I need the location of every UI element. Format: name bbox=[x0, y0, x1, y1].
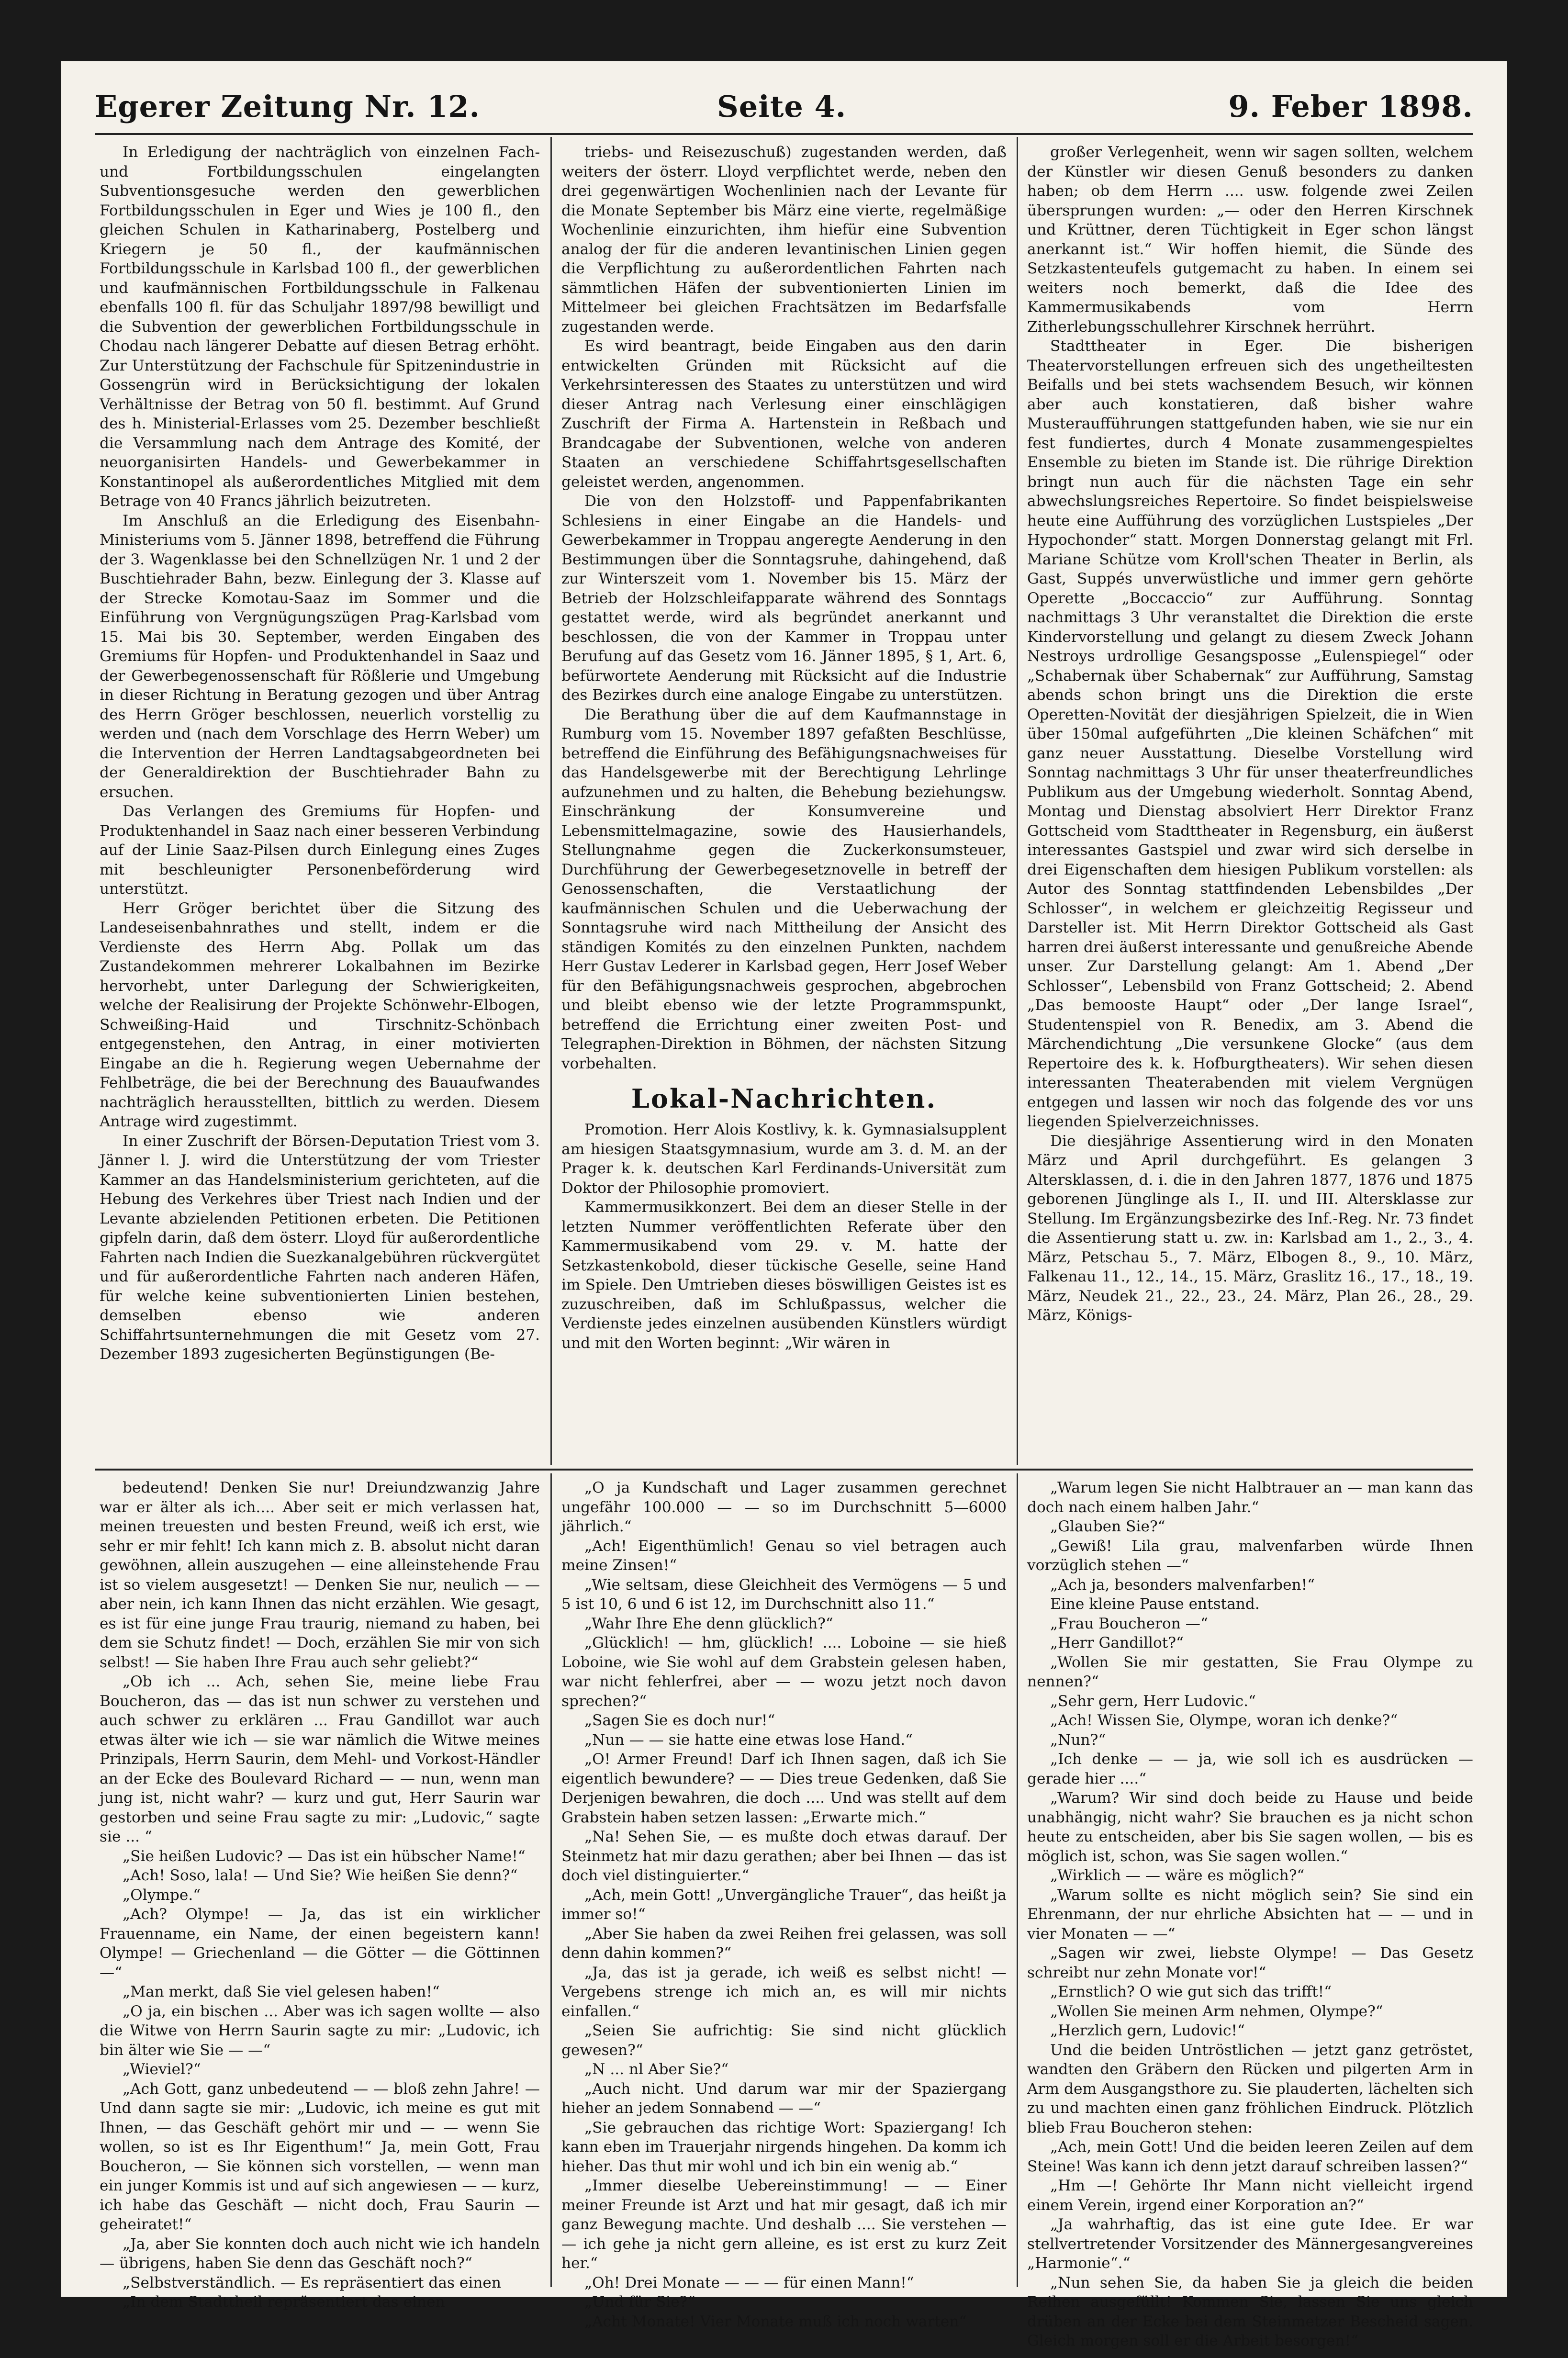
dialogue-line: „Acht Monate! Vier Monate muß ich noch warten“ bbox=[584, 2313, 967, 2330]
dialogue-line: „Glauben Sie?“ bbox=[1050, 1518, 1165, 1535]
dialogue-line: „Ja wahrhaftig, das ist eine gute Idee. Er war stellvertretender Vorsitzender des Männergesangvereines „Harmonie“.“ bbox=[1027, 2216, 1473, 2272]
dialogue-line: „Herr Gandillot?“ bbox=[1050, 1634, 1184, 1651]
feuilleton-divider bbox=[95, 1469, 1473, 1471]
paragraph: Das Verlangen des Gremiums für Hopfen- und Produktenhandel in Saaz nach einer besseren Verbindung auf der Linie Saaz-Pilsen durch Einlegung eines Zuges mit beschleunigter Personenbeförderung wird unterstützt. bbox=[100, 803, 540, 898]
dialogue-line: „Ja, aber Sie konnten doch auch nicht wie ich handeln — übrigens, haben Sie denn das Geschäft noch?“ bbox=[100, 2235, 540, 2272]
paragraph: großer Verlegenheit, wenn wir sagen sollten, welchem der Künstler wir diesen Genuß besonders zu danken haben; ob dem Herrn .... usw. folgende zwei Zeilen übersprungen wurden: „— oder den Herren Kirschnek und Krüttner, deren Tüchtigkeit in Eger schon längst anerkannt ist.“ Wir hoffen hiemit, die Sünde des Setzkastenteufels gutgemacht zu haben. In einem sei weiters noch bemerkt, daß die Idee des Kammermusikabends vom Herrn Zitherlebungsschullehrer Kirschnek herrührt. bbox=[1027, 144, 1473, 336]
dialogue-line: „O ja, ein bischen ... Aber was ich sagen wollte — also die Witwe von Herrn Saurin sagte zu mir: „Ludovic, ich bin älter wie Sie — —“ bbox=[100, 2002, 540, 2059]
dialogue-line: „Sagen wir zwei, liebste Olympe! — Das Gesetz schreibt nur zehn Monate vor!“ bbox=[1027, 1944, 1473, 1981]
header-page-number: Seite 4. bbox=[717, 89, 847, 124]
dialogue-line: „Und für Sie?“ bbox=[584, 2293, 695, 2311]
dialogue-line: „Ach Gott, ganz unbedeutend — — bloß zehn Jahre! — Und dann sagte sie mir: „Ludovic, ich meine es gut mit Ihnen, — das Geschäft gehört mir und — — wenn Sie wollen, so ist es Ihr Eigenthum!“ Ja, mein Gott, Frau Boucheron, — Sie können sich vorstellen, — wenn man ein junger Kommis ist und auf sich angewiesen — — kurz, ich habe das Geschäft — nicht doch, Frau Saurin — geheiratet!“ bbox=[100, 2080, 540, 2233]
dialogue-line: „Warum legen Sie nicht Halbtrauer an — man kann das doch nach einem halben Jahr.“ bbox=[1027, 1479, 1473, 1516]
header-date: 9. Feber 1898. bbox=[1228, 89, 1473, 124]
dialogue-line: „Wollen Sie mir gestatten, Sie Frau Olympe zu nennen?“ bbox=[1027, 1653, 1473, 1690]
feuilleton-column-2 bbox=[561, 1478, 1007, 2330]
dialogue-line: „Immer dieselbe Uebereinstimmung! — — Einer meiner Freunde ist Arzt und hat mir gesagt, daß ich mir ganz Bewegung machte. Und deshalb .... Sie verstehen — — ich gehe ja nicht gern alleine, es ist erst zu kurz Zeit her.“ bbox=[561, 2177, 1007, 2272]
paragraph: Die diesjährige Assentierung wird in den Monaten März und April durchgeführt. Es gelangen 3 Altersklassen, d. i. die in den Jahren 1877, 1876 und 1875 geborenen Jünglinge als I., II. und III. Altersklasse zur Stellung. Im Ergänzungsbezirke des Inf.-Reg. Nr. 73 findet die Assentierung statt u. zw. in: Karlsbad am 1., 2., 3., 4. März, Petschau 5., 7. März, Elbogen 8., 9., 10. März, Falkenau 11., 12., 14., 15. März, Graslitz 16., 17., 18., 19. März, Neudek 21., 22., 23., 24. März, Plan 26., 28., 29. März, Königs- bbox=[1027, 1132, 1473, 1324]
dialogue-line: „Ob ich ... Ach, sehen Sie, meine liebe Frau Boucheron, das — das ist nun schwer zu verstehen und auch schwer zu erklären ... Frau Gandillot war auch etwas älter wie ich — sie war nämlich die Witwe meines Prinzipals, Herrn Saurin, dem Mehl- und Vorkost-Händler an der Ecke des Boulevard Richard — — nun, wenn man jung ist, nicht wahr? — kurz und gut, Herr Saurin war gestorben und seine Frau sagte zu mir: „Ludovic,“ sagte sie ... “ bbox=[100, 1673, 540, 1845]
dialogue-line: „Ja, das ist ja gerade, ich weiß es selbst nicht! — Vergebens strenge ich mich an, es will mir nichts einfallen.“ bbox=[561, 1964, 1007, 2020]
dialogue-line: „Ich denke — — ja, wie soll ich es ausdrücken — gerade hier ....“ bbox=[1027, 1751, 1473, 1787]
dialogue-line: „Oh! Drei Monate — — — für einen Mann!“ bbox=[584, 2274, 914, 2291]
dialogue-line: „Seien Sie aufrichtig: Sie sind nicht glücklich gewesen?“ bbox=[561, 2022, 1007, 2059]
paragraph: Die Berathung über die auf dem Kaufmannstage in Rumburg vom 15. November 1897 gefaßten Beschlüsse, betreffend die Einführung des Befähigungsnachweises für das Handelsgewerbe mit der Berechtigung Lehrlinge aufzunehmen und zu halten, die Behebung beziehungsw. Einschränkung der Konsumvereine und Lebensmittelmagazine, sowie des Hausierhandels, Stellungnahme gegen die Zuckerkonsumsteuer, Durchführung der Gewerbegesetznovelle in betreff der Genossenschaften, die Verstaatlichung der kaufmännischen Schulen und die Ueberwachung der Sonntagsruhe wird nach Mittheilung der Ansicht des ständigen Komités zu den einzelnen Punkten, nachdem Herr Gustav Lederer in Karlsbad gegen, Herr Josef Weber für den Befähigungsnachweis gesprochen, abgebrochen und bleibt ebenso wie der letzte Programmspunkt, betreffend die Errichtung einer zweiten Post- und Telegraphen-Direktion in Böhmen, der nächsten Sitzung vorbehalten. bbox=[561, 706, 1007, 1072]
column-rule bbox=[1017, 137, 1018, 1465]
column-rule bbox=[1017, 1473, 1018, 2287]
article-column-3 bbox=[1027, 143, 1473, 1464]
paragraph: Herr Gröger berichtet über die Sitzung des Landeseisenbahnrathes und stellt, indem er die Verdienste des Herrn Abg. Pollak um das Zustandekommen mehrerer Lokalbahnen im Bezirke hervorhebt, unter Darlegung der Schwierigkeiten, welche der Realisirung der Projekte Schönwehr-Elbogen, Schweißing-Haid und Tirschnitz-Schönbach entgegenstehen, den Antrag, in einer motivierten Eingabe an die h. Regierung wegen Uebernahme der Fehlbeträge, die bei der Berechnung des Bauaufwandes nachträglich herausstellten, bittlich zu werden. Diesem Antrage wird zugestimmt. bbox=[100, 899, 540, 1130]
dialogue-line: „Frau Boucheron —“ bbox=[1050, 1615, 1208, 1632]
dialogue-line: „Nun sehen Sie, da haben Sie ja gleich die beiden Reihen ausgefüllt! Kommen Sie, lassen Sie uns gleich drüben an der Ecke bei dem Steinmetzer Bescheid sagen. Gleich morgen soll er die Arbeit besorgen!“ bbox=[1027, 2274, 1473, 2349]
article-column-2 bbox=[561, 143, 1007, 1464]
newspaper-page bbox=[61, 61, 1507, 2349]
feuilleton-column-1 bbox=[100, 1478, 540, 2311]
page-header bbox=[95, 80, 1473, 135]
dialogue-line: „Selbstverständlich. — Es repräsentiert das einen bbox=[123, 2274, 501, 2291]
paragraph: Die von den Holzstoff- und Pappenfabrikanten Schlesiens in einer Eingabe an die Handels- und Gewerbekammer in Troppau angeregte Aenderung in den Bestimmungen über die Sonntagsruhe, dahingehend, daß zur Winterszeit vom 1. November bis 15. März der Betrieb der Holzschleifapparate während des Sonntags gestattet werde, wird als begründet anerkannt und beschlossen, die von der Kammer in Troppau unter Berufung auf das Gesetz vom 16. Jänner 1895, § 1, Art. 6, befürwortete Aenderung mit Rücksicht auf die Industrie des Bezirkes durch eine analoge Eingabe zu unterstützen. bbox=[561, 493, 1007, 704]
dialogue-line: „Ach, mein Gott! „Unvergängliche Trauer“, das heißt ja immer so!“ bbox=[561, 1886, 1007, 1923]
feuilleton-column-3 bbox=[1027, 1478, 1473, 2349]
dialogue-line: „Glücklich! — hm, glücklich! .... Loboine — sie hieß Loboine, wie Sie wohl auf dem Grabstein gelesen haben, war nicht fehlerfrei, aber — — wozu jetzt noch davon sprechen?“ bbox=[561, 1634, 1007, 1710]
dialogue-line: „Herzlich gern, Ludovic!“ bbox=[1050, 2022, 1245, 2039]
dialogue-line: Und die beiden Untröstlichen — jetzt ganz getröstet, wandten den Gräbern den Rücken und pilgerten Arm in Arm dem Ausgangsthore zu. Sie plauderten, lächelten sich zu und machten einen ganz fröhlichen Eindruck. Plötzlich blieb Frau Boucheron stehen: bbox=[1027, 2041, 1473, 2136]
dialogue-line: „Ach? Olympe! — Ja, das ist ein wirklicher Frauenname, ein Name, der einen begeistern kann! Olympe! — Griechenland — die Götter — die Göttinnen —“ bbox=[100, 1906, 540, 1981]
dialogue-line: „Ach, mein Gott! Und die beiden leeren Zeilen auf dem Steine! Was kann ich denn jetzt darauf schreiben lassen?“ bbox=[1027, 2138, 1473, 2175]
dialogue-line: „Sehr gern, Herr Ludovic.“ bbox=[1050, 1692, 1256, 1710]
header-newspaper-name: Egerer Zeitung Nr. 12. bbox=[95, 89, 481, 124]
paragraph: triebs- und Reisezuschuß) zugestanden werden, daß weiters der österr. Lloyd verpflichtet werde, neben den drei gegenwärtigen Wochenlinien nach der Levante für die Monate September bis März eine vierte, regelmäßige Wochenlinie einzurichten, ihm hiefür eine Subvention analog der für die anderen levantinischen Linien gegen die Verpflichtung zu außerordentlichen Fahrten nach sämmtlichen Häfen der subventionierten Linien im Mittelmeer bei gleichen Frachtsätzen im Bedarfsfalle zugestanden werde. bbox=[561, 144, 1007, 336]
dialogue-line: „Hm —! Gehörte Ihr Mann nicht vielleicht irgend einem Verein, irgend einer Korporation an?“ bbox=[1027, 2177, 1473, 2214]
dialogue-line: „Nun — — sie hatte eine etwas lose Hand.“ bbox=[584, 1731, 913, 1749]
dialogue-line: „Ach! Eigenthümlich! Genau so viel betragen auch meine Zinsen!“ bbox=[561, 1537, 1007, 1574]
section-title-local-news: Lokal-Nachrichten. bbox=[631, 1083, 937, 1114]
dialogue-line: „Auch nicht. Und darum war mir der Spaziergang hieher an jedem Sonnabend — —“ bbox=[561, 2080, 1007, 2117]
paragraph: Promotion. Herr Alois Kostlivy, k. k. Gymnasialsupplent am hiesigen Staatsgymnasium, wurde am 3. d. M. an der Prager k. k. deutschen Karl Ferdinands-Universität zum Doktor der Philosophie promoviert. bbox=[561, 1121, 1007, 1197]
dialogue-line: „O ja Kundschaft und Lager zusammen gerechnet ungefähr 100.000 — — so im Durchschnitt 5—6000 jährlich.“ bbox=[561, 1479, 1007, 1535]
dialogue-line: „Ach ja, besonders malvenfarben!“ bbox=[1050, 1576, 1315, 1594]
paragraph: In Erledigung der nachträglich von einzelnen Fach- und Fortbildungsschulen eingelangten Subventionsgesuche werden den gewerblichen Fortbildungsschulen in Eger und Wies je 100 fl., den gleichen Schulen in Katharinaberg, Postelberg und Kriegern je 50 fl., der kaufmännischen Fortbildungsschule in Karlsbad 100 fl., der gewerblichen und kaufmännischen Fortbildungsschule in Falkenau ebenfalls 100 fl. für das Schuljahr 1897/98 bewilligt und die Subvention der gewerblichen Fortbildungsschule in Chodau nach längerer Debatte auf diesen Betrag erhöht. Zur Unterstützung der Fachschule für Spitzenindustrie in Gossengrün wird in Berücksichtigung der lokalen Verhältnisse der Betrag von 50 fl. bestimmt. Auf Grund des h. Ministerial-Erlasses vom 25. Dezember beschließt die Versammlung nach dem Antrage des Komité, der neuorganisirten Handels- und Gewerbekammer in Konstantinopel als außerordentliches Mitglied mit dem Betrage von 40 Francs jährlich beizutreten. bbox=[100, 144, 540, 510]
dialogue-line: „Wahr Ihre Ehe denn glücklich?“ bbox=[584, 1615, 833, 1632]
article-column-1 bbox=[100, 143, 540, 1464]
dialogue-line: „Ernstlich? O wie gut sich das trifft!“ bbox=[1050, 1983, 1332, 2000]
dialogue-line: „Wie seltsam, diese Gleichheit des Vermögens — 5 und 5 ist 10, 6 und 6 ist 12, im Durchschnitt also 11.“ bbox=[561, 1576, 1007, 1613]
paragraph: Stadttheater in Eger. Die bisherigen Theatervorstellungen erfreuen sich des ungetheiltesten Beifalls und bei stets wachsendem Besuch, wir können aber auch konstatieren, daß bisher wahre Musteraufführungen stattgefunden haben, wie sie nur ein fest fundiertes, durch 4 Monate zusammengespieltes Ensemble zu bieten im Stande ist. Die rührige Direktion bringt nun auch für die nächsten Tage ein sehr abwechslungsreiches Repertoire. So findet beispielsweise heute eine Aufführung des vorzüglichen Lustspieles „Der Hypochonder“ statt. Morgen Donnerstag gelangt mit Frl. Mariane Schütze vom Kroll'schen Theater in Berlin, als Gast, Suppés unverwüstliche und immer gern gehörte Operette „Boccaccio“ zur Aufführung. Sonntag nachmittags 3 Uhr veranstaltet die Direktion die erste Kindervorstellung und gelangt zu diesem Zweck Johann Nestroys urdrollige Gesangsposse „Eulenspiegel“ oder „Schabernak über Schabernak“ zur Aufführung, Samstag abends schon bringt uns die Direktion die erste Operetten-Novität der diesjährigen Spielzeit, die in Wien über 150mal aufgeführten „Die kleinen Schäfchen“ mit ganz neuer Ausstattung. Dieselbe Vorstellung wird Sonntag nachmittags 3 Uhr für unser theaterfreundliches Publikum aus der Umgebung wiederholt. Sonntag Abend, Montag und Dienstag absolviert Herr Direktor Franz Gottscheid vom Stadttheater in Regensburg, ein äußerst interessantes Gastspiel und zwar wird sich derselbe in drei Eigenschaften dem hiesigen Publikum vorstellen: als Autor des Sonntag stattfindenden Lebensbildes „Der Schlosser“, in welchem er gleichzeitig Regisseur und Darsteller ist. Mit Herrn Direktor Gottscheid als Gast harren drei äußerst interessante und genußreiche Abende unser. Zur Darstellung gelangt: Am 1. Abend „Der Schlosser“, Lebensbild von Franz Gottscheid; 2. Abend „Das bemooste Haupt“ oder „Der lange Israel“, Studentenspiel von R. Benedix, am 3. Abend die Märchendichtung „Die versunkene Glocke“ (aus dem Repertoire des k. k. Hofburgtheaters). Wir sehen diesen interessanten Theaterabenden mit vielem Vergnügen entgegen und lassen wir noch das folgende des vor uns liegenden Spielverzeichnisses. bbox=[1027, 337, 1473, 1130]
dialogue-line: „Ach! Soso, lala! — Und Sie? Wie heißen Sie denn?“ bbox=[123, 1867, 518, 1884]
dialogue-line: „Warum sollte es nicht möglich sein? Sie sind ein Ehrenmann, der nur ehrliche Absichten hat — — und in vier Monaten — —“ bbox=[1027, 1886, 1473, 1943]
dialogue-line: „Nun?“ bbox=[1050, 1731, 1106, 1749]
column-rule bbox=[550, 137, 552, 1465]
dialogue-line: „Gewiß! Lila grau, malvenfarben würde Ihnen vorzüglich stehen —“ bbox=[1027, 1537, 1473, 1574]
paragraph: Es wird beantragt, beide Eingaben aus den darin entwickelten Gründen mit Rücksicht auf die Verkehrsinteressen des Staates zu unterstützen und wird dieser Antrag nach Verlesung einer einschlägigen Zuschrift der Firma A. Hartenstein in Reßbach und Brandcagabe der Subventionen, welche von anderen Staaten an verschiedene Schiffahrtsgesellschaften geleistet werden, angenommen. bbox=[561, 337, 1007, 491]
dialogue-line: „Sie gebrauchen das richtige Wort: Spaziergang! Ich kann eben im Trauerjahr nirgends hingehen. Da komm ich hieher. Das thut mir wohl und ich bin ein wenig ab.“ bbox=[561, 2119, 1007, 2175]
dialogue-line: „Sagen Sie es doch nur!“ bbox=[584, 1712, 775, 1729]
dialogue-line: „Wieviel?“ bbox=[123, 2061, 201, 2078]
dialogue-line: bedeutend! Denken Sie nur! Dreiundzwanzig Jahre war er älter als ich.... Aber seit er mich verlassen hat, meinen treuesten und besten Freund, weiß ich erst, wie sehr er mir fehlt! Ich kann mich z. B. absolut nicht daran gewöhnen, allein auszugehen — eine alleinstehende Frau ist so vielem ausgesetzt! — Denken Sie nur, neulich — — aber nein, ich kann Ihnen das nicht erzählen. Wie gesagt, es ist für eine junge Frau traurig, niemand zu haben, bei dem sie Schutz findet! — Doch, erzählen Sie mir von sich selbst! — Sie haben Ihre Frau auch sehr geliebt?“ bbox=[100, 1479, 540, 1671]
dialogue-line: „Sie heißen Ludovic? — Das ist ein hübscher Name!“ bbox=[123, 1847, 526, 1865]
dialogue-line: „Warum? Wir sind doch beide zu Hause und beide unabhängig, nicht wahr? Sie brauchen es ja nicht schon heute zu entscheiden, aber bis Sie sagen wollen, — bis es möglich ist, schon, was Sie sagen wollen.“ bbox=[1027, 1789, 1473, 1865]
paragraph: In einer Zuschrift der Börsen-Deputation Triest vom 3. Jänner l. J. wird die Unterstützung der vom Triester Kammer an das Handelsministerium gerichteten, auf die Hebung des Verkehres über Triest nach Indien und der Levante abzielenden Petitionen erbeten. Die Petitionen gipfeln darin, daß dem österr. Lloyd für außerordentliche Fahrten nach Indien die Suezkanalgebühren rückvergütet und für außerordentliche Fahrten nach anderen Häfen, für welche keine subventionierten Linien bestehen, demselben ebenso wie anderen Schiffahrtsunternehmungen die mit Gesetz vom 27. Dezember 1893 zugesicherten Begünstigungen (Be- bbox=[100, 1132, 540, 1363]
dialogue-line: Eine kleine Pause entstand. bbox=[1050, 1595, 1260, 1613]
dialogue-line: „Aber Sie haben da zwei Reihen frei gelassen, was soll denn dahin kommen?“ bbox=[561, 1925, 1007, 1962]
dialogue-line: „Olympe.“ bbox=[123, 1886, 201, 1904]
paragraph: Kammermusikkonzert. Bei dem an dieser Stelle in der letzten Nummer veröffentlichten Referate über den Kammermusikabend vom 29. v. M. hatte der Setzkastenkobold, dieser tückische Geselle, seine Hand im Spiele. Den Umtrieben dieses böswilligen Geistes ist es zuzuschreiben, daß im Schlußpassus, welcher die Verdienste jedes einzelnen ausübenden Künstlers würdigt und mit den Worten beginnt: „Wir wären in bbox=[561, 1199, 1007, 1352]
column-rule bbox=[550, 1473, 552, 2287]
dialogue-line: „O! Armer Freund! Darf ich Ihnen sagen, daß ich Sie eigentlich bewundere? — — Dies treue Gedenken, daß Sie Derjenigen bewahren, die doch .... Und was stellt auf dem Grabstein haben setzen lassen: „Erwarte mich.“ bbox=[561, 1751, 1007, 1826]
dialogue-line: „Wollen Sie meinen Arm nehmen, Olympe?“ bbox=[1050, 2002, 1383, 2020]
dialogue-line: „In dem Stadttheil repräsentiert das einen bbox=[123, 2293, 445, 2311]
dialogue-line: „Na! Sehen Sie, — es mußte doch etwas darauf. Der Steinmetz hat mir dazu gerathen; aber bei Ihnen — das ist doch viel distinguierter.“ bbox=[561, 1828, 1007, 1884]
dialogue-line: „Ach! Wissen Sie, Olympe, woran ich denke?“ bbox=[1050, 1712, 1398, 1729]
dialogue-line: „Man merkt, daß Sie viel gelesen haben!“ bbox=[123, 1983, 440, 2000]
dialogue-line: „Wirklich — — wäre es möglich?“ bbox=[1050, 1867, 1305, 1884]
dialogue-line: „N ... nl Aber Sie?“ bbox=[584, 2061, 729, 2078]
paragraph: Im Anschluß an die Erledigung des Eisenbahn-Ministeriums vom 5. Jänner 1898, betreffend die Führung der 3. Wagenklasse bei den Schnellzügen Nr. 1 und 2 der Buschtiehrader Bahn, bezw. Einlegung der 3. Klasse auf der Strecke Komotau-Saaz im Sommer und die Einführung von Vergnügungszügen Prag-Karlsbad vom 15. Mai bis 30. September, werden Eingaben des Gremiums für Hopfen- und Produktenhandel in Saaz und der Gewerbegenossenschaft für Rößlerie und Umgebung in dieser Richtung in Beratung gezogen und über Antrag des Herrn Gröger beschlossen, neuerlich vorstellig zu werden und (nach dem Vorschlage des Herrn Weber) um die Intervention der Herren Landtagsabgeordneten bei der Generaldirektion der Buschtiehrader Bahn zu ersuchen. bbox=[100, 512, 540, 801]
